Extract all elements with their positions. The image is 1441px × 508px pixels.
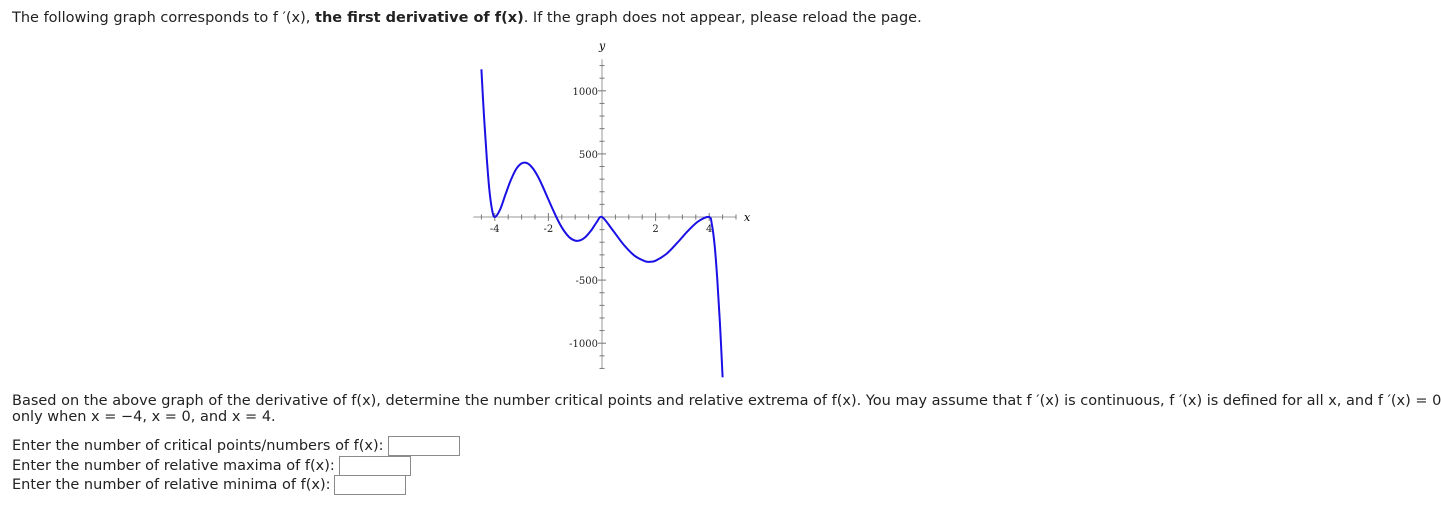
relative-minima-row: [12, 475, 406, 495]
intro-part1: The following graph corresponds to f ′(x),: [12, 10, 316, 26]
relative-minima-label: Enter the number of relative minima of f(x):: [12, 477, 331, 493]
relative-minima-input[interactable]: [334, 475, 406, 495]
y-axis-label: y: [599, 39, 606, 53]
graph-axes: [473, 59, 736, 368]
y-tick-label: 1000: [572, 86, 598, 98]
y-tick-label: 500: [578, 149, 598, 161]
x-tick-label: -4: [489, 224, 500, 235]
question-line-2: only when x = −4, x = 0, and x = 4.: [12, 409, 276, 425]
intro-part2: . If the graph does not appear, please reload the page.: [523, 10, 922, 26]
x-tick-label: -2: [543, 224, 554, 235]
x-axis-label: x: [744, 211, 751, 224]
relative-maxima-row: [12, 456, 411, 476]
y-tick-label: -500: [575, 276, 598, 288]
x-tick-label: 4: [706, 224, 713, 235]
intro-bold: the first derivative of f(x): [315, 10, 524, 26]
question-line-1: Based on the above graph of the derivative of f(x), determine the number critical points and relative extrema of f(x). You may assume that f ′(x) is continuous, f ′(x) is defined for all x, and f ′(x) = 0: [12, 393, 1441, 409]
graph-tick-labels: [490, 87, 712, 350]
critical-points-input[interactable]: [388, 436, 460, 456]
y-tick-label: -1000: [569, 339, 598, 351]
relative-maxima-label: Enter the number of relative maxima of f(x):: [12, 458, 335, 474]
critical-points-label: Enter the number of critical points/numbers of f(x):: [12, 438, 384, 454]
x-tick-label: 2: [652, 224, 659, 235]
critical-points-row: [12, 436, 460, 456]
relative-maxima-input[interactable]: [339, 456, 411, 476]
